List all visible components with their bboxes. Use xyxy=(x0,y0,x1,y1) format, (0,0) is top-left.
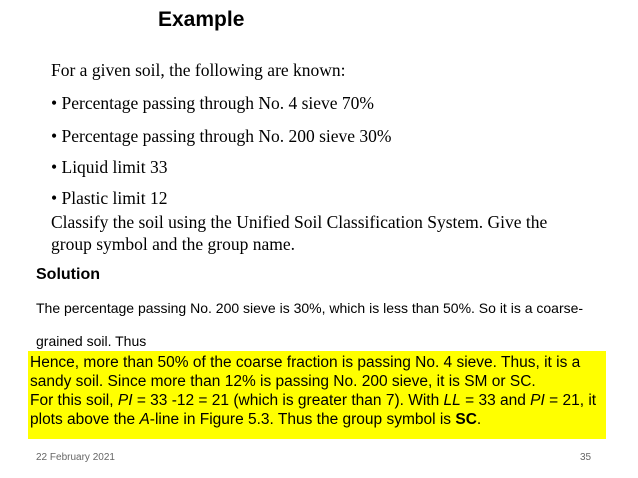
bullet-plastic-limit: • Plastic limit 12 xyxy=(51,188,168,208)
highlight-line-1: Hence, more than 50% of the coarse fraction is passing No. 4 sieve. Thus, it is a sandy soil. Since more than 12% is passing No. 200 sieve, it is SM or SC. xyxy=(30,354,581,390)
hl-pi: PI xyxy=(117,392,133,409)
hl-pi-2: PI xyxy=(530,392,545,409)
hl-text-f: . xyxy=(476,411,482,428)
bullet-no200-sieve: • Percentage passing through No. 200 sieve 30% xyxy=(51,126,392,146)
solution-heading: Solution xyxy=(36,266,100,283)
slide-title: Example xyxy=(158,8,245,31)
hl-text-b: = 33 -12 = 21 (which is greater than 7). With xyxy=(132,392,444,409)
footer-date: 22 February 2021 xyxy=(36,452,115,463)
hl-text-d: = 21, it plots above the xyxy=(30,392,597,428)
hl-ll: LL xyxy=(443,392,461,409)
hl-group-symbol: SC xyxy=(455,411,477,428)
page-number: 35 xyxy=(580,452,592,463)
hl-a-line: A xyxy=(139,411,150,428)
highlight-line-2 xyxy=(30,391,606,429)
hl-text-e: -line in Figure 5.3. Thus the group symbol is xyxy=(149,411,456,428)
intro-text: For a given soil, the following are known: xyxy=(51,60,346,80)
solution-text: The percentage passing No. 200 sieve is 30%, which is less than 50%. So it is a coarse-grained soil. Thus xyxy=(36,300,584,349)
hl-text-c: = 33 and xyxy=(460,392,531,409)
classify-instruction: Classify the soil using the Unified Soil Classification System. Give the group symbol and the group name. xyxy=(51,212,548,254)
bullet-no4-sieve: • Percentage passing through No. 4 sieve 70% xyxy=(51,93,374,113)
bullet-liquid-limit: • Liquid limit 33 xyxy=(51,157,168,177)
highlighted-answer xyxy=(28,351,606,439)
hl-text-a: For this soil, xyxy=(30,392,118,409)
